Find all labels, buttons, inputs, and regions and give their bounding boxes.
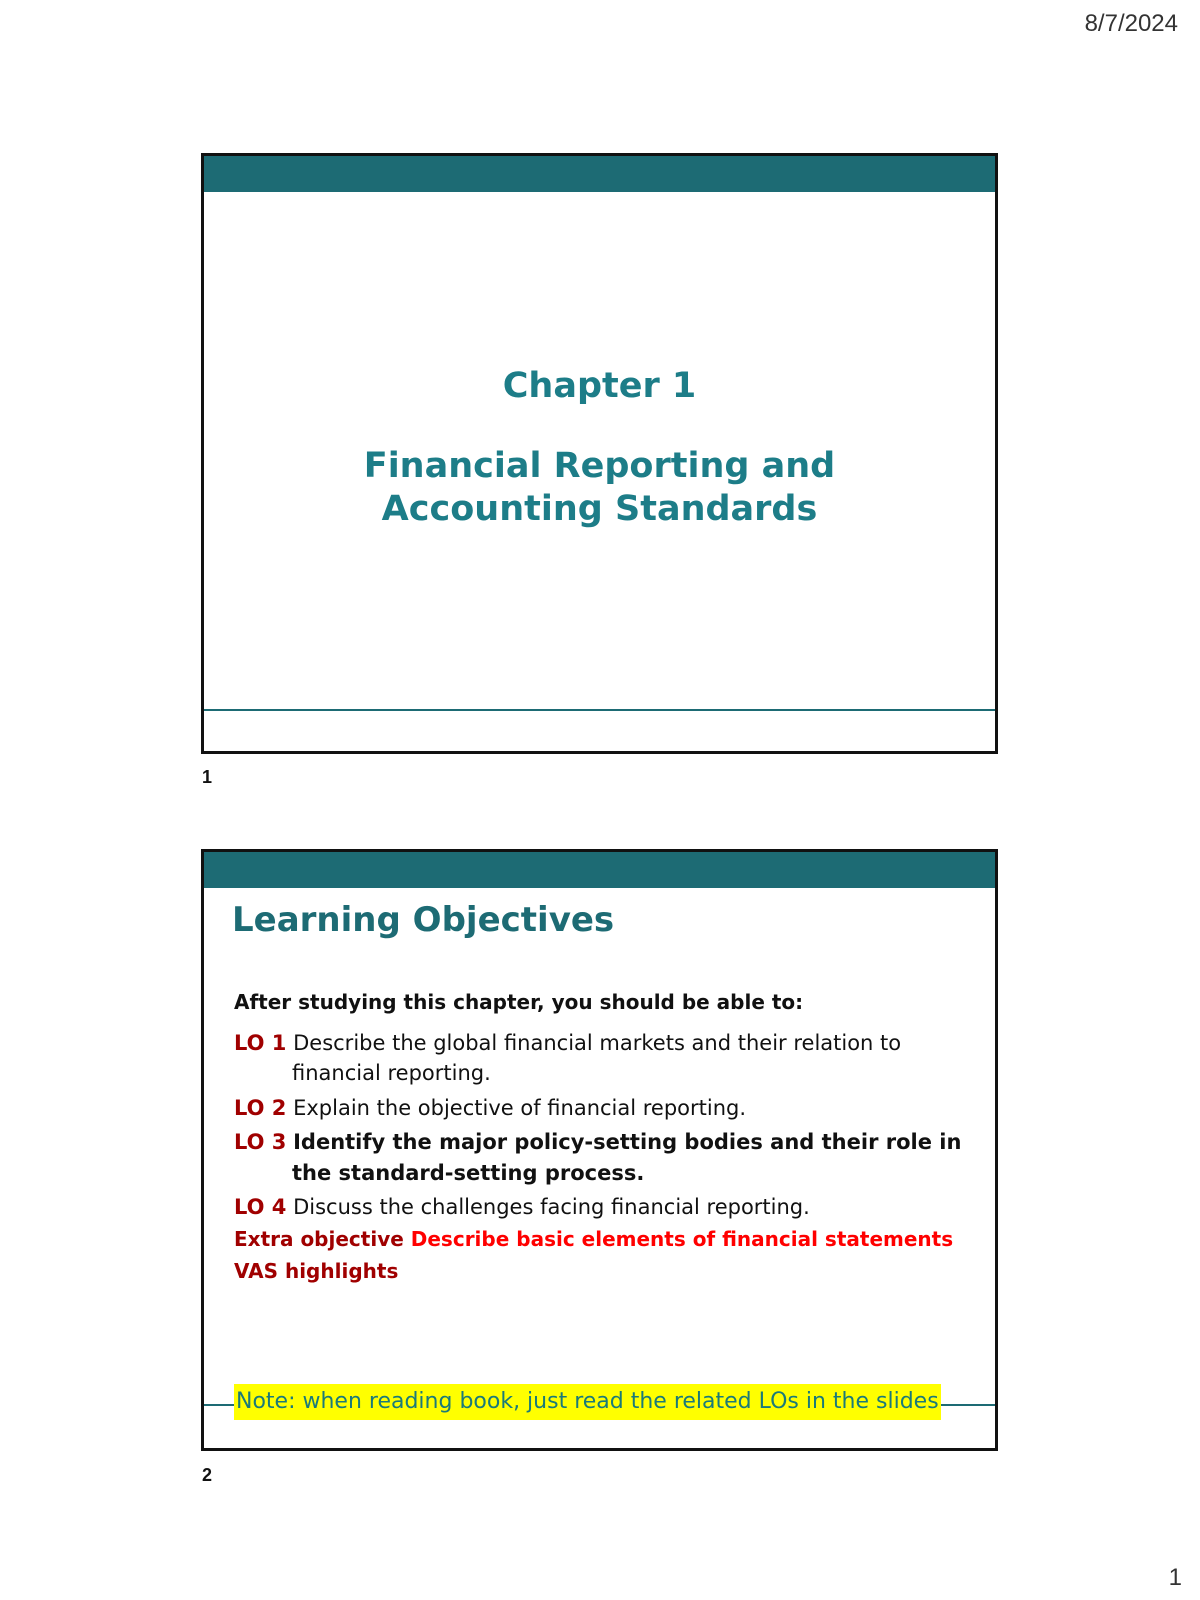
lo-number: LO 4 — [234, 1195, 287, 1220]
lo-text: Explain the objective of financial reporting. — [293, 1095, 747, 1120]
slide-number: 2 — [202, 1465, 213, 1485]
slide-header-bar — [204, 156, 995, 192]
lo-item — [234, 1093, 979, 1123]
lo-text: Identify the major policy-setting bodies and their role in — [293, 1130, 962, 1155]
slide-number: 1 — [202, 767, 213, 787]
extra-objective — [234, 1227, 979, 1251]
lo-number: LO 2 — [234, 1095, 287, 1120]
slide-header-bar — [204, 852, 995, 888]
extra-objective-label: Extra objective — [234, 1226, 404, 1251]
lo-text-continued: the standard-setting process. — [292, 1160, 645, 1185]
page-number: 1 — [1168, 1564, 1182, 1591]
lo-item — [234, 1192, 979, 1222]
learning-objectives-list — [234, 990, 979, 1283]
lo-item — [234, 1127, 979, 1188]
extra-objective-text: Describe basic elements of financial statements — [410, 1226, 954, 1251]
slide-footer-rule — [204, 709, 995, 711]
lo-text: Describe the global financial markets and their relation to — [293, 1031, 902, 1055]
chapter-subtitle — [204, 445, 995, 531]
lo-item — [234, 1028, 979, 1089]
chapter-title: Chapter 1 — [502, 366, 697, 406]
lo-text-continued: financial reporting. — [292, 1061, 491, 1086]
slide-heading: Learning Objectives — [232, 900, 615, 940]
vas-highlights: VAS highlights — [234, 1258, 399, 1283]
page-date: 8/7/2024 — [1084, 10, 1178, 37]
slide-2 — [201, 849, 998, 1451]
reading-note: Note: when reading book, just read the related LOs in the slides — [234, 1384, 941, 1420]
lo-intro: After studying this chapter, you should be able to: — [234, 990, 804, 1014]
lo-number: LO 3 — [234, 1130, 287, 1155]
chapter-subtitle-line: Financial Reporting and — [363, 446, 836, 486]
lo-number: LO 1 — [234, 1031, 287, 1055]
slide-1 — [201, 153, 998, 754]
chapter-subtitle-line: Accounting Standards — [381, 489, 818, 530]
lo-text: Discuss the challenges facing financial reporting. — [293, 1195, 810, 1220]
